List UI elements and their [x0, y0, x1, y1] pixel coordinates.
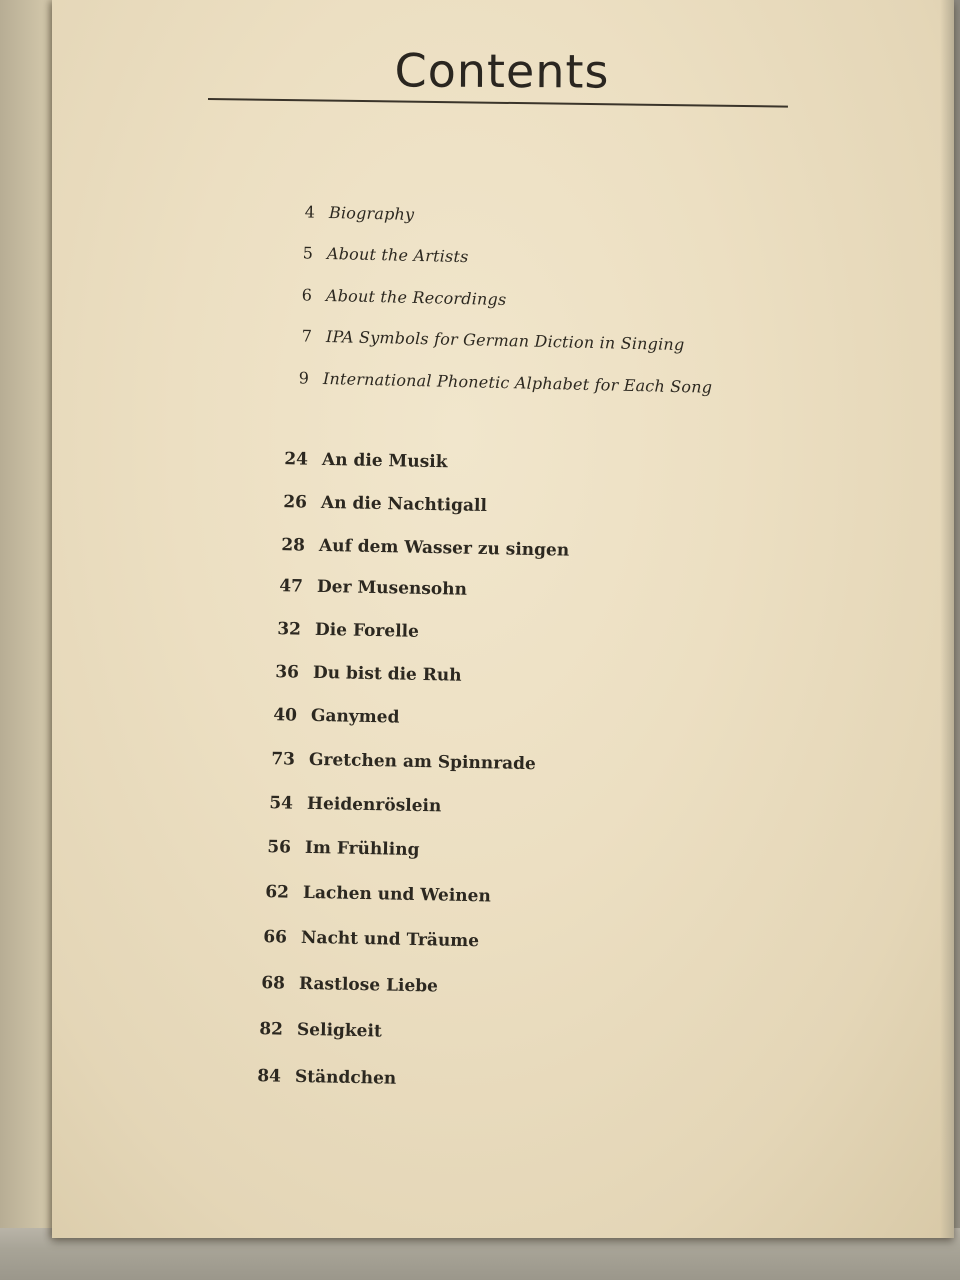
toc-page-number: 5 — [302, 243, 314, 263]
toc-page-number: 40 — [273, 705, 298, 726]
toc-entry-title: Rastlose Liebe — [298, 973, 439, 997]
toc-page-number: 7 — [301, 326, 313, 346]
toc-entry-song[interactable] — [269, 662, 462, 686]
toc-page-number: 82 — [259, 1019, 284, 1040]
toc-entry-title: Der Musensohn — [316, 576, 468, 600]
toc-page-number: 28 — [281, 535, 306, 556]
toc-entry-title: International Phonetic Alphabet for Each Song — [322, 368, 713, 397]
page-title: Contents — [394, 43, 610, 99]
toc-entry-title: IPA Symbols for German Diction in Singing — [325, 326, 685, 355]
toc-page-number: 66 — [263, 927, 288, 948]
toc-entry-title: Auf dem Wasser zu singen — [318, 535, 570, 561]
toc-entry-song[interactable] — [267, 705, 400, 728]
toc-entry-title: Ganymed — [310, 705, 400, 728]
toc-entry-song[interactable] — [253, 1019, 382, 1041]
toc-entry-title: Biography — [328, 202, 415, 224]
toc-page-number: 73 — [271, 749, 296, 770]
toc-entry-title: An die Musik — [321, 449, 448, 473]
toc-page-number: 47 — [279, 576, 304, 597]
toc-entry-song[interactable] — [277, 492, 487, 516]
toc-entry-song[interactable] — [273, 576, 467, 600]
table-of-contents — [52, 0, 954, 1238]
toc-entry-title: Im Frühling — [304, 837, 420, 861]
toc-entry-title: Lachen und Weinen — [302, 882, 491, 907]
toc-entry-song[interactable] — [271, 619, 419, 642]
toc-page-number: 56 — [267, 837, 292, 858]
toc-entry-about-recordings[interactable] — [284, 285, 507, 309]
toc-page-number: 6 — [301, 285, 313, 305]
toc-entry-song[interactable] — [261, 837, 420, 860]
toc-entry-ipa-symbols[interactable] — [284, 326, 685, 354]
toc-entry-song[interactable] — [275, 535, 570, 561]
toc-page-number: 9 — [298, 368, 310, 388]
toc-entry-title: Ständchen — [294, 1066, 397, 1089]
toc-entry-ipa-each-song[interactable] — [281, 368, 713, 397]
toc-entry-title: An die Nachtigall — [320, 492, 488, 517]
toc-entry-song[interactable] — [265, 749, 536, 774]
toc-page-number: 54 — [269, 793, 294, 814]
toc-entry-title: Die Forelle — [314, 619, 420, 642]
toc-page-number: 36 — [275, 662, 300, 683]
toc-page-number: 68 — [261, 973, 286, 994]
toc-page-number: 4 — [304, 202, 316, 222]
toc-entry-title: About the Artists — [326, 243, 469, 267]
toc-entry-about-artists[interactable] — [285, 243, 469, 266]
toc-entry-song[interactable] — [257, 927, 479, 951]
toc-entry-title: About the Recordings — [325, 285, 507, 310]
toc-page-number: 24 — [284, 449, 309, 470]
toc-entry-song[interactable] — [255, 973, 438, 997]
toc-entry-song[interactable] — [251, 1066, 397, 1089]
toc-entry-title: Heidenröslein — [306, 793, 442, 817]
toc-page-number: 32 — [277, 619, 302, 640]
toc-entry-title: Seligkeit — [296, 1019, 382, 1042]
toc-entry-song[interactable] — [259, 882, 491, 906]
toc-entry-title: Du bist die Ruh — [312, 662, 462, 686]
toc-entry-song[interactable] — [278, 449, 448, 472]
toc-entry-song[interactable] — [263, 793, 442, 816]
toc-page-number: 62 — [265, 882, 290, 903]
toc-entry-title: Nacht und Träume — [300, 927, 480, 952]
contents-page — [52, 0, 954, 1238]
toc-entry-biography[interactable] — [287, 202, 415, 224]
toc-entry-title: Gretchen am Spinnrade — [308, 749, 537, 775]
toc-page-number: 84 — [257, 1066, 282, 1087]
toc-page-number: 26 — [283, 492, 308, 513]
